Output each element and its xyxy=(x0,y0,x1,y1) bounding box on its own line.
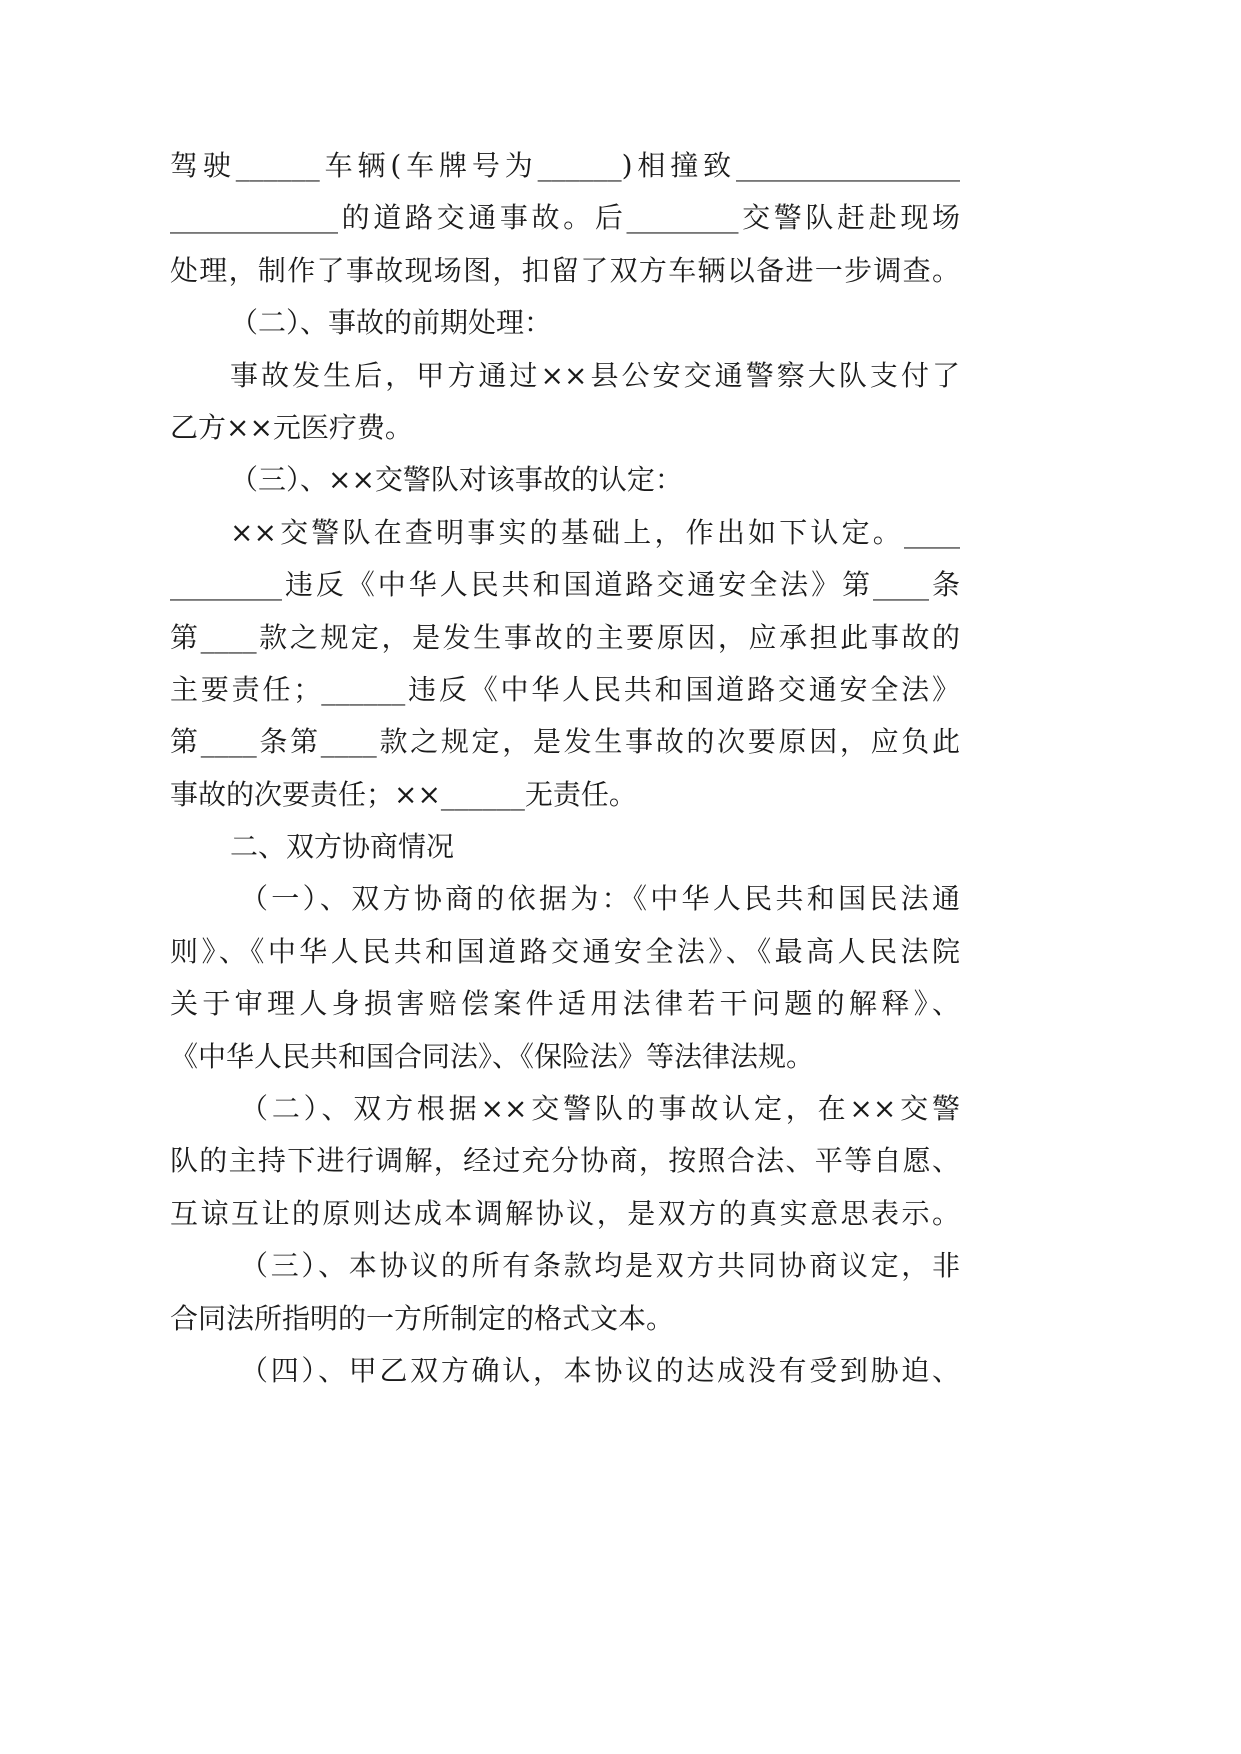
text-line: 事故的次要责任；××______无责任。 xyxy=(170,777,637,811)
text-line: （三）、本协议的所有条款均是双方共同协商议定，非 xyxy=(240,1249,960,1283)
text-line: 关于审理人身损害赔偿案件适用法律若干问题的解释》、 xyxy=(170,987,960,1021)
text-line: 乙方××元医疗费。 xyxy=(170,410,413,444)
text-line: 驾驶______车辆(车牌号为______)相撞致________________ xyxy=(170,149,960,182)
text-line: 《中华人民共和国合同法》、《保险法》等法律法规。 xyxy=(170,1039,815,1073)
text-line: 事故发生后，甲方通过××县公安交通警察大队支付了 xyxy=(230,358,960,392)
text-line: 第____条第____款之规定，是发生事故的次要原因，应负此 xyxy=(170,725,960,759)
section-heading: 二、双方协商情况 xyxy=(230,830,455,864)
text-line: （二）、双方根据××交警队的事故认定，在××交警 xyxy=(240,1092,960,1126)
text-line: （一）、双方协商的依据为：《中华人民共和国民法通 xyxy=(240,882,960,916)
text-line: ____________的道路交通事故。后________交警队赶赴现场 xyxy=(170,201,960,235)
text-line: 队的主持下进行调解，经过充分协商，按照合法、平等自愿、 xyxy=(170,1144,960,1178)
text-line: 第____款之规定，是发生事故的主要原因，应承担此事故的 xyxy=(170,620,960,654)
text-line: ________违反《中华人民共和国道路交通安全法》第____条 xyxy=(170,568,960,602)
section-heading: （二）、事故的前期处理： xyxy=(230,306,553,340)
text-line: ××交警队在查明事实的基础上，作出如下认定。____ xyxy=(230,515,960,549)
section-heading: （三）、××交警队对该事故的认定： xyxy=(230,463,683,497)
text-line: （四）、甲乙双方确认，本协议的达成没有受到胁迫、 xyxy=(240,1353,960,1387)
document-body xyxy=(170,140,960,1397)
text-line: 则》、《中华人民共和国道路交通安全法》、《最高人民法院 xyxy=(170,934,960,968)
text-line: 互谅互让的原则达成本调解协议，是双方的真实意思表示。 xyxy=(170,1196,960,1230)
text-line: 主要责任；______违反《中华人民共和国道路交通安全法》 xyxy=(170,672,960,706)
text-line: 合同法所指明的一方所制定的格式文本。 xyxy=(170,1301,675,1335)
text-line: 处理，制作了事故现场图，扣留了双方车辆以备进一步调查。 xyxy=(170,253,960,287)
